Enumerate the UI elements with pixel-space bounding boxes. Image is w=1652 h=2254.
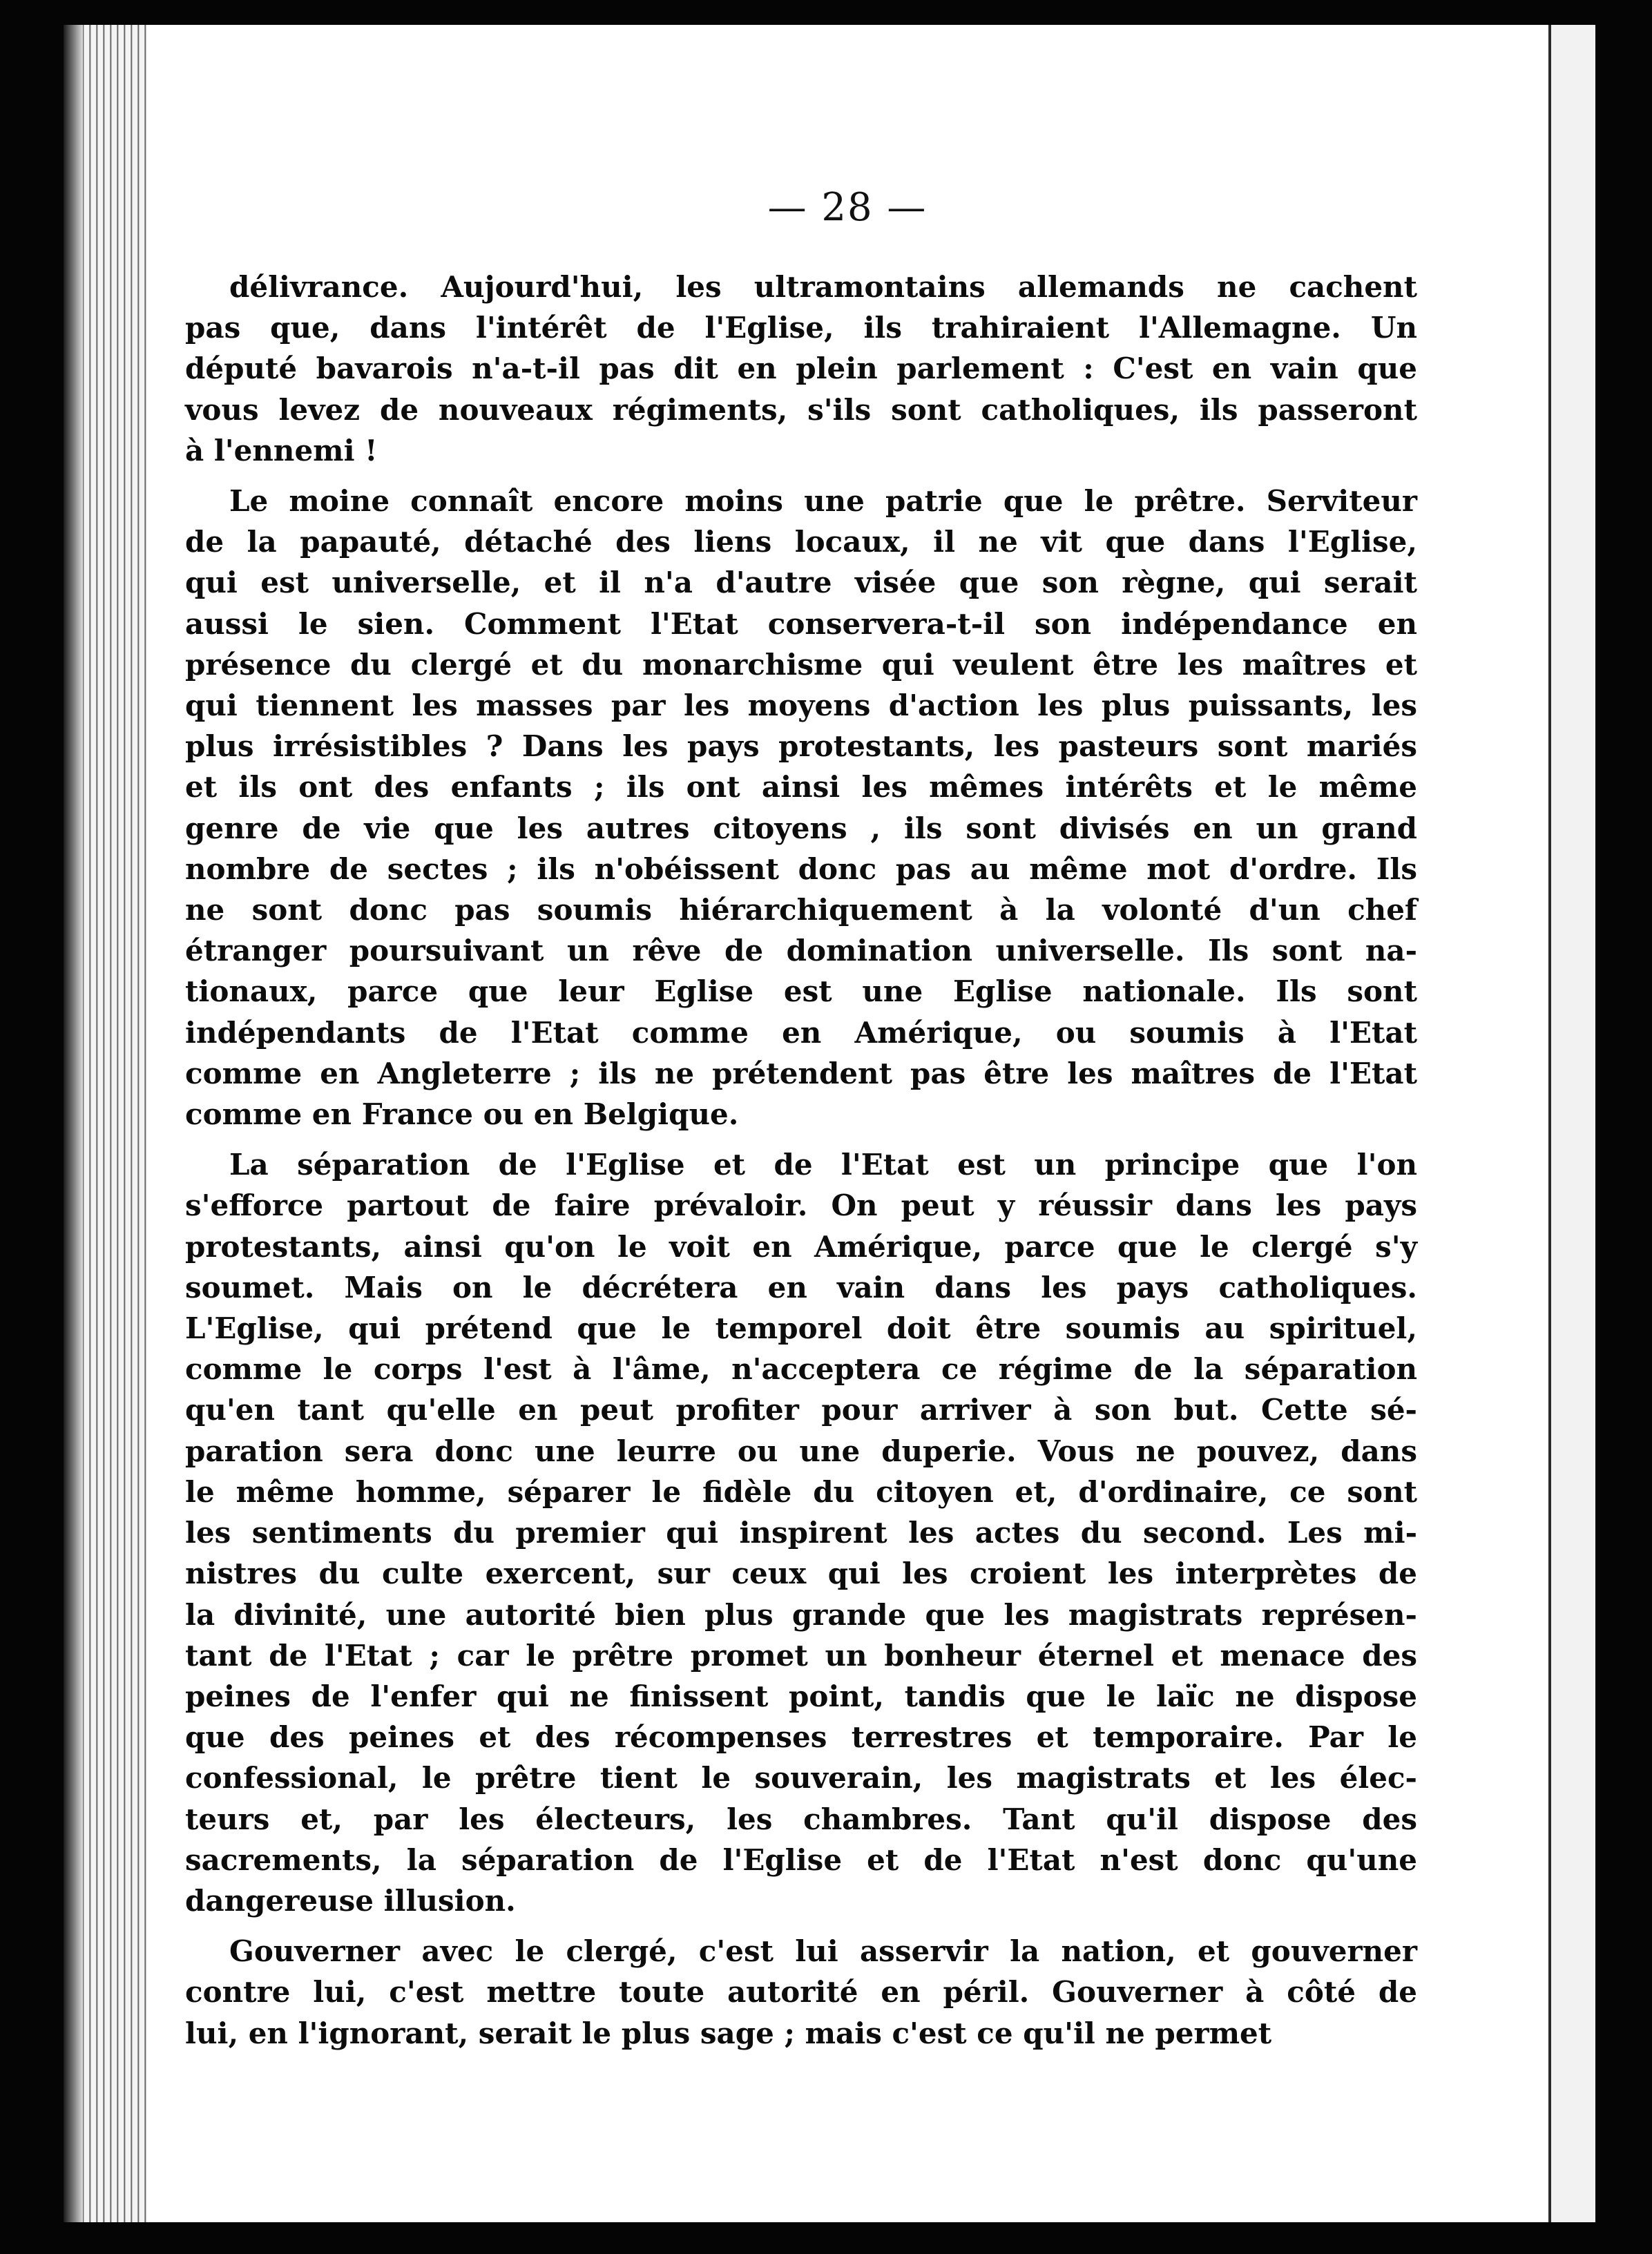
text-line: genre de vie que les autres citoyens , ils sont divisés en un grand <box>185 811 1417 845</box>
text-line: protestants, ainsi qu'on le voit en Amérique, parce que le clergé s'y <box>185 1229 1417 1264</box>
text-line: ne sont donc pas soumis hiérarchiquement à la volonté d'un chef <box>185 893 1417 927</box>
text-line: député bavarois n'a-t-il pas dit en plein parlement : C'est en vain que <box>185 351 1417 386</box>
text-line: étranger poursuivant un rêve de domination universelle. Ils sont na- <box>185 934 1417 968</box>
text-line: plus irrésistibles ? Dans les pays protestants, les pasteurs sont mariés <box>185 729 1417 764</box>
text-line: et ils ont des enfants ; ils ont ainsi les mêmes intérêts et le même <box>185 770 1417 805</box>
text-line: tant de l'Etat ; car le prêtre promet un bonheur éternel et menace des <box>185 1638 1417 1673</box>
text-line: lui, en l'ignorant, serait le plus sage ; mais c'est ce qu'il ne permet <box>185 2016 1272 2050</box>
text-line: s'efforce partout de faire prévaloir. On peut y réussir dans les pays <box>185 1188 1417 1223</box>
text-line: à l'ennemi ! <box>185 433 378 468</box>
text-line: pas que, dans l'intérêt de l'Eglise, ils trahiraient l'Allemagne. Un <box>185 311 1417 345</box>
paragraph <box>185 481 1417 1135</box>
text-line: qu'en tant qu'elle en peut profiter pour arriver à son but. Cette sé- <box>185 1393 1417 1427</box>
text-line: le même homme, séparer le fidèle du citoyen et, d'ordinaire, ce sont <box>185 1474 1417 1509</box>
text-line: comme en France ou en Belgique. <box>185 1097 739 1132</box>
scan-border-right <box>1593 0 1652 2254</box>
text-line: teurs et, par les électeurs, les chambres. Tant qu'il dispose des <box>185 1802 1417 1836</box>
text-line: comme en Angleterre ; ils ne prétendent pas être les maîtres de l'Etat <box>185 1056 1417 1090</box>
binding-shadow <box>64 25 83 2222</box>
text-line: soumet. Mais on le décrétera en vain dans les pays catholiques. <box>185 1270 1417 1304</box>
text-line: qui est universelle, et il n'a d'autre visée que son règne, qui serait <box>185 566 1417 600</box>
text-line: que des peines et des récompenses terrestres et temporaire. Par le <box>185 1720 1417 1755</box>
text-line: indépendants de l'Etat comme en Amérique, ou soumis à l'Etat <box>185 1015 1417 1050</box>
text-line: paration sera donc une leurre ou une duperie. Vous ne pouvez, dans <box>185 1434 1417 1468</box>
page-number: — 28 — <box>767 185 928 230</box>
text-line: nistres du culte exercent, sur ceux qui les croient les interprètes de <box>185 1557 1417 1591</box>
text-line: nombre de sectes ; ils n'obéissent donc pas au même mot d'ordre. Ils <box>185 851 1417 886</box>
text-line: sacrements, la séparation de l'Eglise et de l'Etat n'est donc qu'une <box>185 1842 1417 1877</box>
text-line: vous levez de nouveaux régiments, s'ils sont catholiques, ils passeront <box>185 392 1417 427</box>
body-text <box>185 267 1417 2063</box>
text-line: présence du clergé et du monarchisme qui veulent être les maîtres et <box>185 647 1417 682</box>
text-line: aussi le sien. Comment l'Etat conservera-t-il son indépendance en <box>185 606 1417 641</box>
text-line: L'Eglise, qui prétend que le temporel doit être soumis au spirituel, <box>185 1311 1417 1346</box>
paragraph <box>185 1144 1417 1921</box>
text-line: confessional, le prêtre tient le souverain, les magistrats et les élec- <box>185 1761 1417 1795</box>
text-line: les sentiments du premier qui inspirent les actes du second. Les mi- <box>185 1516 1417 1550</box>
text-line: Gouverner avec le clergé, c'est lui asservir la nation, et gouverner <box>229 1934 1417 1969</box>
text-line: qui tiennent les masses par les moyens d'action les plus puissants, les <box>185 688 1417 723</box>
scan-border-left <box>0 0 64 2254</box>
paragraph <box>185 267 1417 471</box>
text-line: de la papauté, détaché des liens locaux, il ne vit que dans l'Eglise, <box>185 525 1417 559</box>
facing-page-edge <box>1548 25 1595 2222</box>
text-line: contre lui, c'est mettre toute autorité en péril. Gouverner à côté de <box>185 1975 1417 2010</box>
text-line: comme le corps l'est à l'âme, n'acceptera ce régime de la séparation <box>185 1352 1417 1387</box>
scan-border-top <box>0 0 1652 25</box>
text-line: peines de l'enfer qui ne finissent point, tandis que le laïc ne dispose <box>185 1679 1417 1713</box>
text-line: tionaux, parce que leur Eglise est une Eglise nationale. Ils sont <box>185 974 1417 1009</box>
scan-border-bottom <box>0 2222 1652 2254</box>
text-line: La séparation de l'Eglise et de l'Etat est un principe que l'on <box>229 1148 1417 1182</box>
text-line: la divinité, une autorité bien plus grande que les magistrats représen- <box>185 1597 1417 1632</box>
paragraph <box>185 1931 1417 2054</box>
text-line: Le moine connaît encore moins une patrie que le prêtre. Serviteur <box>229 484 1417 519</box>
text-line: délivrance. Aujourd'hui, les ultramontains allemands ne cachent <box>229 270 1417 304</box>
text-line: dangereuse illusion. <box>185 1883 516 1918</box>
